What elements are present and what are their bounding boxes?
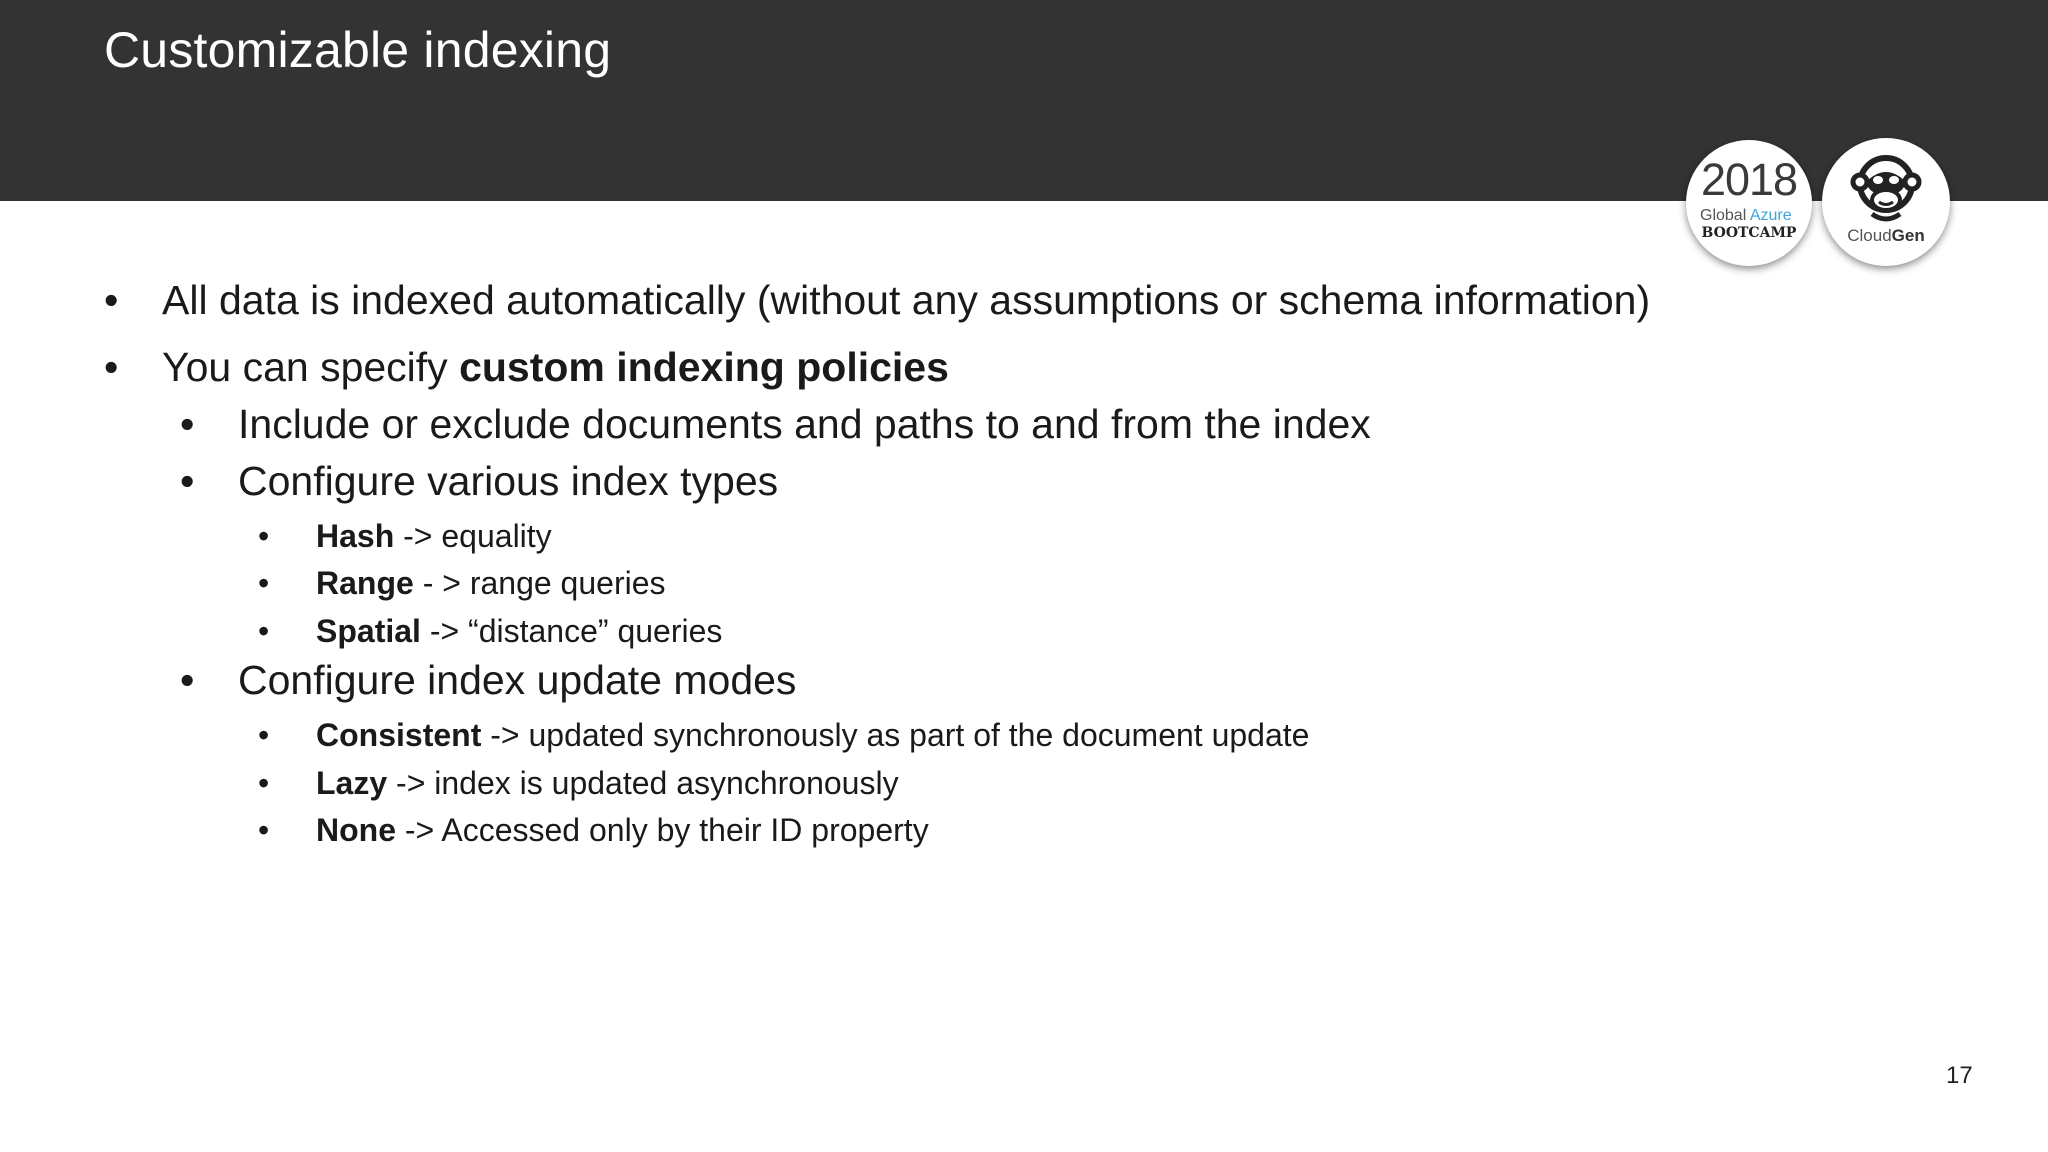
bullet-dot: • bbox=[180, 657, 195, 703]
bullet-dot: • bbox=[258, 518, 270, 554]
bullet-dot: • bbox=[258, 613, 270, 649]
bullet-dot: • bbox=[104, 344, 119, 390]
bullet-text: Lazy -> index is updated asynchronously bbox=[316, 765, 899, 801]
bullet-text: Configure index update modes bbox=[238, 657, 797, 703]
logo-global-word: Global bbox=[1700, 207, 1747, 224]
bullet-dot: • bbox=[180, 458, 195, 504]
bullet-text: Hash -> equality bbox=[316, 518, 552, 554]
bullet-text: Consistent -> updated synchronously as part of the document update bbox=[316, 717, 1310, 753]
global-azure-bootcamp-logo bbox=[1686, 140, 1812, 266]
bullet-dot: • bbox=[104, 277, 119, 323]
slide-title: Customizable indexing bbox=[104, 22, 612, 78]
cloudgen-logo bbox=[1822, 138, 1950, 266]
bullet-text: Configure various index types bbox=[238, 458, 779, 504]
bullet-dot: • bbox=[258, 565, 270, 601]
logo-year: 2018 bbox=[1700, 154, 1798, 205]
logo-cloudgen-text bbox=[1822, 226, 1950, 246]
bullet-text: All data is indexed automatically (without any assumptions or schema information) bbox=[162, 277, 1651, 323]
logo-global-azure-text bbox=[1700, 207, 1792, 225]
bullet-dot: • bbox=[258, 765, 270, 801]
bullet-text: Spatial -> “distance” queries bbox=[316, 613, 723, 649]
bullet-text: You can specify custom indexing policies bbox=[162, 344, 949, 390]
logo-cloud-word: Cloud bbox=[1847, 226, 1892, 245]
bullet-text: Include or exclude documents and paths to and from the index bbox=[238, 401, 1371, 447]
logo-bootcamp-text: BOOTCAMP bbox=[1701, 225, 1797, 241]
bullet-dot: • bbox=[258, 812, 270, 848]
page-number: 17 bbox=[1946, 1062, 1973, 1089]
bullet-text: Range - > range queries bbox=[316, 565, 666, 601]
bullet-dot: • bbox=[258, 717, 270, 753]
bullet-text: None -> Accessed only by their ID property bbox=[316, 812, 929, 848]
bullet-dot: • bbox=[180, 401, 195, 447]
logo-azure-word: Azure bbox=[1749, 207, 1792, 224]
logo-gen-word: Gen bbox=[1891, 226, 1925, 245]
monkey-icon bbox=[1850, 152, 1922, 228]
